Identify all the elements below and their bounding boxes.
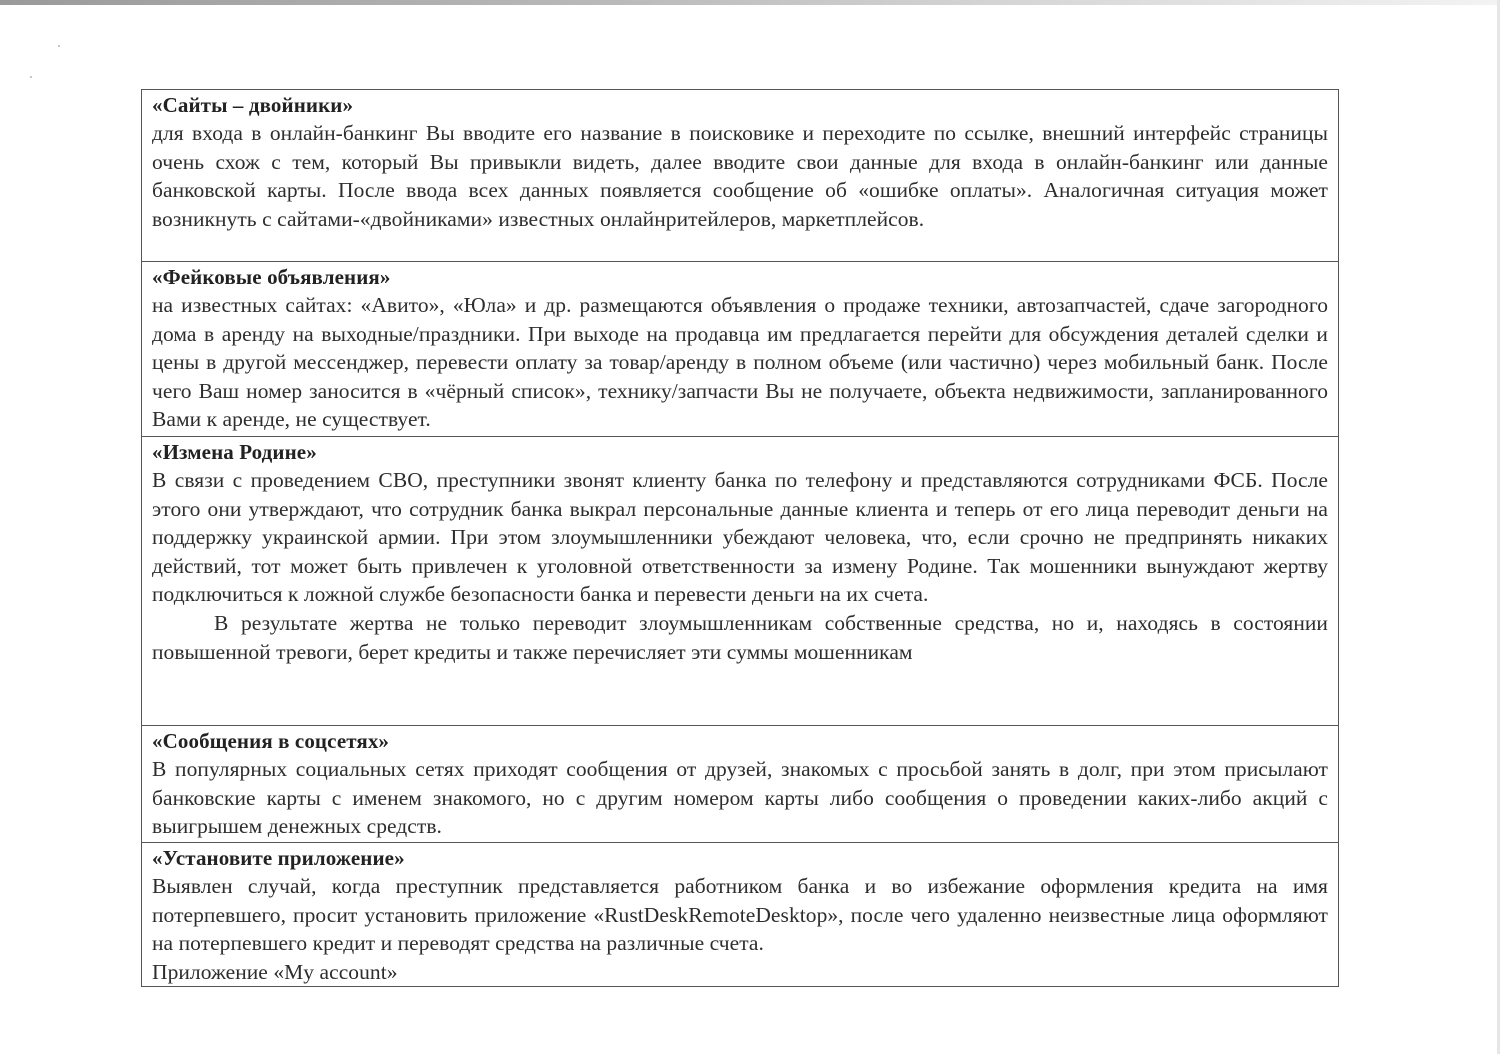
row-description: Выявлен случай, когда преступник представляется работником банка и во избежание оформления кредита на имя потерпевшего, просит установить приложение «RustDeskRemoteDesktop», после чего удаленно неизвестные лица оформляют на потерпевшего кредит и переводят средства на различные счета. (152, 874, 1328, 956)
row-title: «Фейковые объявления» (152, 265, 391, 289)
row-title: «Установите приложение» (152, 846, 405, 870)
row-description-continued: В результате жертва не только переводит злоумышленникам собственные средства, но и, находясь в состоянии повышенной тревоги, берет кредиты и также перечисляет эти суммы мошенникам (152, 610, 1328, 664)
scan-dust-speck (58, 45, 60, 47)
scan-dust-speck (30, 76, 32, 78)
table-row-fake-ads (142, 261, 1338, 436)
row-title: «Сайты – двойники» (152, 93, 354, 117)
row-description: В популярных социальных сетях приходят сообщения от друзей, знакомых с просьбой занять в долг, при этом присылают банковские карты с именем знакомого, но с другим номером карты либо сообщения о проведении каких-либо акций с выигрышем денежных средств. (152, 757, 1328, 839)
fraud-schemes-table (141, 89, 1339, 987)
scan-edge-top (0, 0, 1500, 5)
table-row-treason (142, 436, 1338, 725)
row-description: для входа в онлайн-банкинг Вы вводите его название в поисковике и переходите по ссылке, внешний интерфейс страницы очень схож с тем, который Вы привыкли видеть, далее вводите свои данные для входа в онлайн-банкинг или данные банковской карты. После ввода всех данных появляется сообщение об «ошибке оплаты». Аналогичная ситуация может возникнуть с сайтами-«двойниками» известных онлайнритейлеров, маркетплейсов. (152, 121, 1328, 231)
table-row-install-app (142, 842, 1338, 986)
table-row-social-messages (142, 725, 1338, 842)
row-title: «Сообщения в соцсетях» (152, 729, 390, 753)
row-title: «Измена Родине» (152, 440, 317, 464)
row-description: на известных сайтах: «Авито», «Юла» и др. размещаются объявления о продаже техники, автозапчастей, сдаче загородного дома в аренду на выходные/праздники. При выходе на продавца им предлагается перейти для обсуждения деталей сделки и цены в другой мессенджер, перевести оплату за товар/аренду в полном объеме (или частично) через мобильный банк. После чего Ваш номер заносится в «чёрный список», технику/запчасти Вы не получаете, объекта недвижимости, запланированного Вами к аренде, не существует. (152, 293, 1328, 432)
row-description: В связи с проведением СВО, преступники звонят клиенту банка по телефону и представляются сотрудниками ФСБ. После этого они утверждают, что сотрудник банка выкрал персональные данные клиента и теперь от его лица переводит деньги на поддержку украинской армии. При этом злоумышленники убеждают человека, что, если срочно не предпринять никаких действий, тот может быть привлечен к уголовной ответственности за измену Родине. Так мошенники вынуждают жертву подключиться к ложной службе безопасности банка и перевести деньги на их счета. (152, 468, 1328, 607)
row-app-name: Приложение «My account» (152, 959, 398, 984)
table-row-duplicate-sites (142, 90, 1338, 261)
